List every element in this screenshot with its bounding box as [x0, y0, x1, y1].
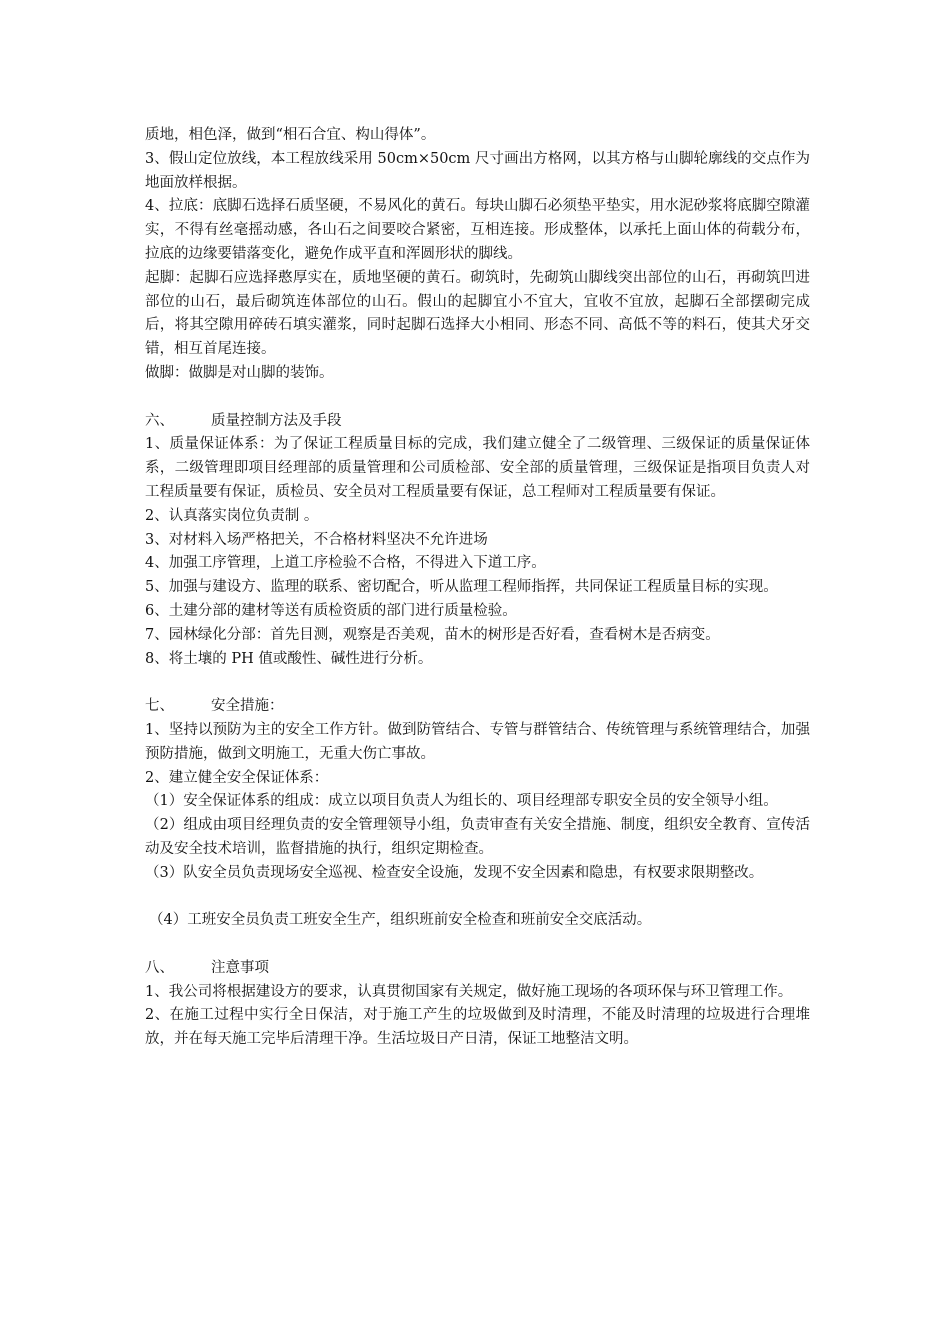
section-heading — [145, 410, 810, 434]
paragraph: （3）队安全员负责现场安全巡视、检查安全设施，发现不安全因素和隐患，有权要求限期整改。 — [145, 864, 764, 881]
paragraph: 2、在施工过程中实行全日保洁，对于施工产生的垃圾做到及时清理，不能及时清理的垃圾进行合理堆放，并在每天施工完毕后清理干净。生活垃圾日产日清，保证工地整洁文明。 — [145, 1007, 810, 1048]
paragraph: （1）安全保证体系的组成：成立以项目负责人为组长的、项目经理部专职安全员的安全领导小组。 — [145, 793, 778, 810]
paragraph: 1、坚持以预防为主的安全工作方针。做到防管结合、专管与群管结合、传统管理与系统管理结合，加强预防措施，做到文明施工，无重大伤亡事故。 — [145, 721, 810, 762]
section-number: 八、 — [145, 959, 174, 976]
paragraph: 3、假山定位放线，本工程放线采用 50cm×50cm 尺寸画出方格网，以其方格与山脚轮廓线的交点作为地面放样根据。 — [145, 150, 810, 191]
paragraph: 5、加强与建设方、监理的联系、密切配合，听从监理工程师指挥，共同保证工程质量目标的实现。 — [145, 579, 778, 596]
blank-line — [145, 671, 810, 695]
document-page — [145, 124, 810, 1052]
blank-line — [145, 933, 810, 957]
paragraph: （4）工班安全员负责工班安全生产，组织班前安全检查和班前安全交底活动。 — [149, 912, 652, 929]
paragraph: 4、加强工序管理，上道工序检验不合格，不得进入下道工序。 — [145, 555, 546, 572]
paragraph: 3、对材料入场严格把关，不合格材料坚决不允许进场 — [145, 531, 488, 548]
paragraph: 6、土建分部的建材等送有质检资质的部门进行质量检验。 — [145, 602, 517, 619]
paragraph: 4、拉底：底脚石选择石质坚硬，不易风化的黄石。每块山脚石必须垫平垫实，用水泥砂浆将底脚空隙灌实，不得有丝毫摇动感，各山石之间要咬合紧密，互相连接。形成整体，以承托上面山体的荷载分布，拉底的边缘要错落变化，避免作成平直和浑圆形状的脚线。 — [145, 198, 810, 262]
paragraph: 2、建立健全安全保证体系： — [145, 769, 329, 786]
paragraph: 做脚：做脚是对山脚的装饰。 — [145, 364, 334, 381]
paragraph: （2）组成由项目经理负责的安全管理领导小组，负责审查有关安全措施、制度，组织安全教育、宣传活动及安全技术培训，监督措施的执行，组织定期检查。 — [145, 817, 810, 857]
section-heading — [145, 957, 810, 981]
section-heading — [145, 695, 810, 719]
blank-line — [145, 886, 810, 910]
section-number: 六、 — [145, 412, 174, 429]
paragraph: 1、我公司将根据建设方的要求，认真贯彻国家有关规定，做好施工现场的各项环保与环卫管理工作。 — [145, 983, 793, 1000]
paragraph: 2、认真落实岗位负责制 。 — [145, 507, 319, 524]
paragraph: 1、质量保证体系：为了保证工程质量目标的完成，我们建立健全了二级管理、三级保证的质量保证体系，二级管理即项目经理部的质量管理和公司质检部、安全部的质量管理，三级保证是指项目负责人对工程质量要有保证，质检员、安全员对工程质量要有保证，总工程师对工程质量要有保证。 — [145, 436, 810, 500]
paragraph: 起脚：起脚石应选择憨厚实在，质地坚硬的黄石。砌筑时，先砌筑山脚线突出部位的山石，再砌筑凹进部位的山石，最后砌筑连体部位的山石。假山的起脚宜小不宜大，宜收不宜放，起脚石全部摆砌完成后，将其空隙用碎砖石填实灌浆，同时起脚石选择大小相同、形态不同、高低不等的料石，使其犬牙交错，相互首尾连接。 — [145, 269, 810, 358]
paragraph: 8、将土壤的 PH 值或酸性、碱性进行分析。 — [145, 650, 433, 667]
section-title: 安全措施： — [211, 698, 284, 715]
section-title: 注意事项 — [211, 959, 269, 976]
paragraph: 质地，相色泽，做到“相石合宜、构山得体”。 — [145, 127, 436, 143]
section-number: 七、 — [145, 698, 174, 715]
blank-line — [145, 386, 810, 410]
section-title: 质量控制方法及手段 — [211, 412, 342, 429]
paragraph: 7、园林绿化分部：首先目测，观察是否美观，苗木的树形是否好看，查看树木是否病变。 — [145, 626, 720, 643]
